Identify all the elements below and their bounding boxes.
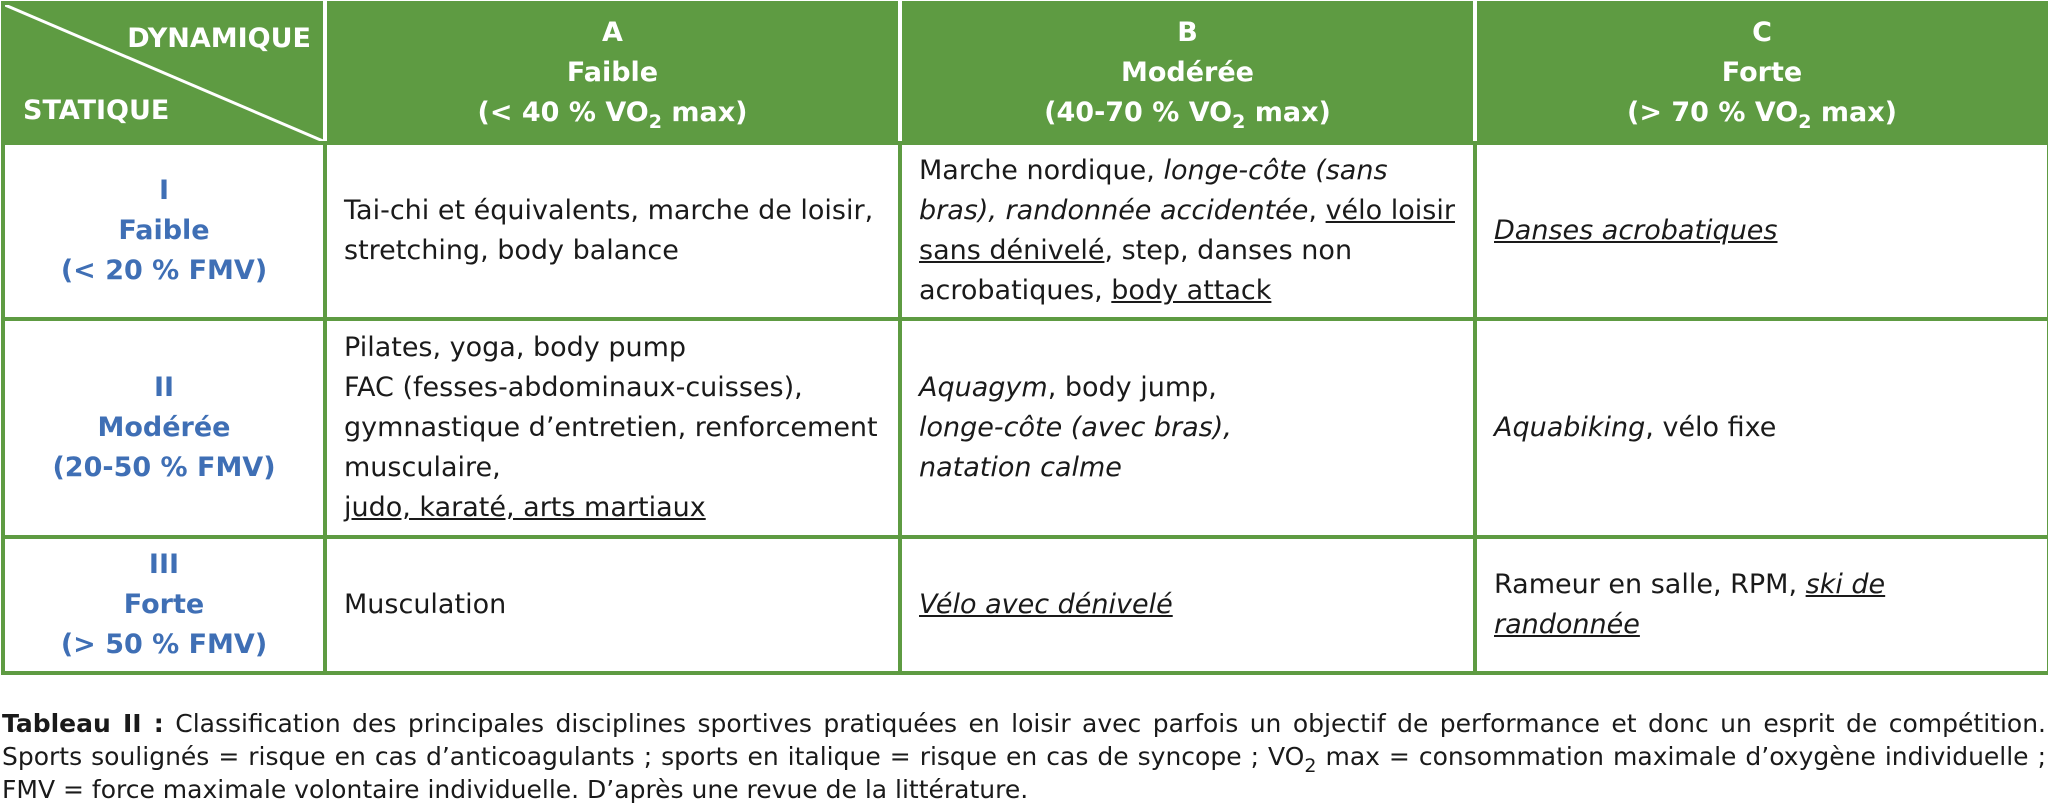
cell-text: ski de randonnée — [1494, 569, 1886, 640]
cell-text: longe-côte (sans bras), randonnée accidentée — [919, 155, 1388, 226]
caption-label: Tableau II : — [2, 709, 164, 738]
cell-text: Aquabiking — [1494, 412, 1646, 443]
column-range: (40-70 % $VO_2$ max) — [1044, 97, 1331, 133]
row-header-name: Faible — [118, 215, 210, 246]
cell-text: natation calme — [919, 452, 1122, 483]
cell-text: Musculation — [344, 589, 507, 620]
column-header-a — [325, 3, 900, 143]
cell-text: Danses acrobatiques — [1494, 215, 1778, 246]
cell-text: Rameur en salle, RPM, — [1494, 569, 1806, 600]
table-row — [3, 319, 2048, 537]
column-range: (> 70 % $VO_2$ max) — [1627, 97, 1897, 133]
cell-text: longe-côte (avec bras), — [919, 412, 1232, 443]
cell-text: body attack — [1111, 275, 1272, 306]
cell-text: judo, karaté, arts martiaux — [344, 492, 706, 523]
row-header-name: Modérée — [97, 412, 231, 443]
row-header-numeral: II — [153, 372, 175, 403]
column-header-c — [1475, 3, 2048, 143]
cell-c — [1475, 143, 2048, 319]
dynamic-axis-label: DYNAMIQUE — [127, 23, 311, 54]
column-name: Modérée — [1121, 57, 1254, 88]
header-row — [3, 3, 2048, 143]
row-header — [3, 143, 325, 319]
cell-text: , vélo fixe — [1645, 412, 1777, 443]
cell-text: , — [1308, 195, 1326, 226]
cell-text: vélo loisir sans dénivelé — [919, 195, 1455, 266]
cell-c — [1475, 537, 2048, 673]
table-row — [3, 537, 2048, 673]
cell-text: FAC (fesses-abdominaux-cuisses), gymnastique d’entretien, renforcement musculaire, — [344, 372, 878, 483]
row-header — [3, 537, 325, 673]
cell-a — [325, 319, 900, 537]
column-range: (< 40 % $VO_2$ max) — [477, 97, 748, 133]
row-header — [3, 319, 325, 537]
caption-text: Classification des principales disciplines sportives pratiquées en loisir avec parfois un objectif de performance et donc un esprit de compétition. Sports soulignés = risque en cas d’anticoagulants ; sports en italique = risque en cas de syncope ; VO — [2, 709, 2046, 771]
cell-c — [1475, 319, 2048, 537]
cell-text: Tai-chi et équivalents, marche de loisir, stretching, body balance — [344, 195, 874, 266]
static-axis-label: STATIQUE — [23, 95, 170, 126]
row-header-range: (20-50 % FMV) — [52, 452, 276, 483]
row-header-range: (< 20 % FMV) — [60, 255, 268, 286]
column-letter: C — [1752, 17, 1772, 48]
cell-text: Marche nordique, — [919, 155, 1164, 186]
column-name: Faible — [566, 57, 659, 88]
caption-subscript: 2 — [1304, 755, 1317, 777]
row-header-name: Forte — [123, 589, 205, 620]
table-caption — [2, 707, 2046, 806]
cell-a — [325, 537, 900, 673]
row-header-numeral: I — [158, 175, 170, 206]
column-letter: A — [602, 17, 623, 48]
row-header-numeral: III — [148, 549, 180, 580]
row-header-range: (> 50 % FMV) — [60, 629, 268, 660]
table-row — [3, 143, 2048, 319]
caption-text-continued: max = consommation maximale d’oxygène individuelle ; FMV = force maximale volontaire individuelle. D’après une revue de la littérature. — [2, 742, 2046, 804]
cell-text: , step, danses non acrobatiques, — [919, 235, 1353, 306]
cell-a — [325, 143, 900, 319]
cell-text: Aquagym — [919, 372, 1048, 403]
cell-text: Pilates, yoga, body pump — [344, 332, 687, 363]
cell-b — [900, 143, 1475, 319]
classification-table — [1, 1, 2048, 675]
cell-text: Vélo avec dénivelé — [919, 589, 1173, 620]
cell-text: , body jump, — [1047, 372, 1217, 403]
column-letter: B — [1177, 17, 1198, 48]
corner-cell — [3, 3, 325, 143]
cell-b — [900, 537, 1475, 673]
column-header-b — [900, 3, 1475, 143]
cell-b — [900, 319, 1475, 537]
column-name: Forte — [1721, 57, 1803, 88]
